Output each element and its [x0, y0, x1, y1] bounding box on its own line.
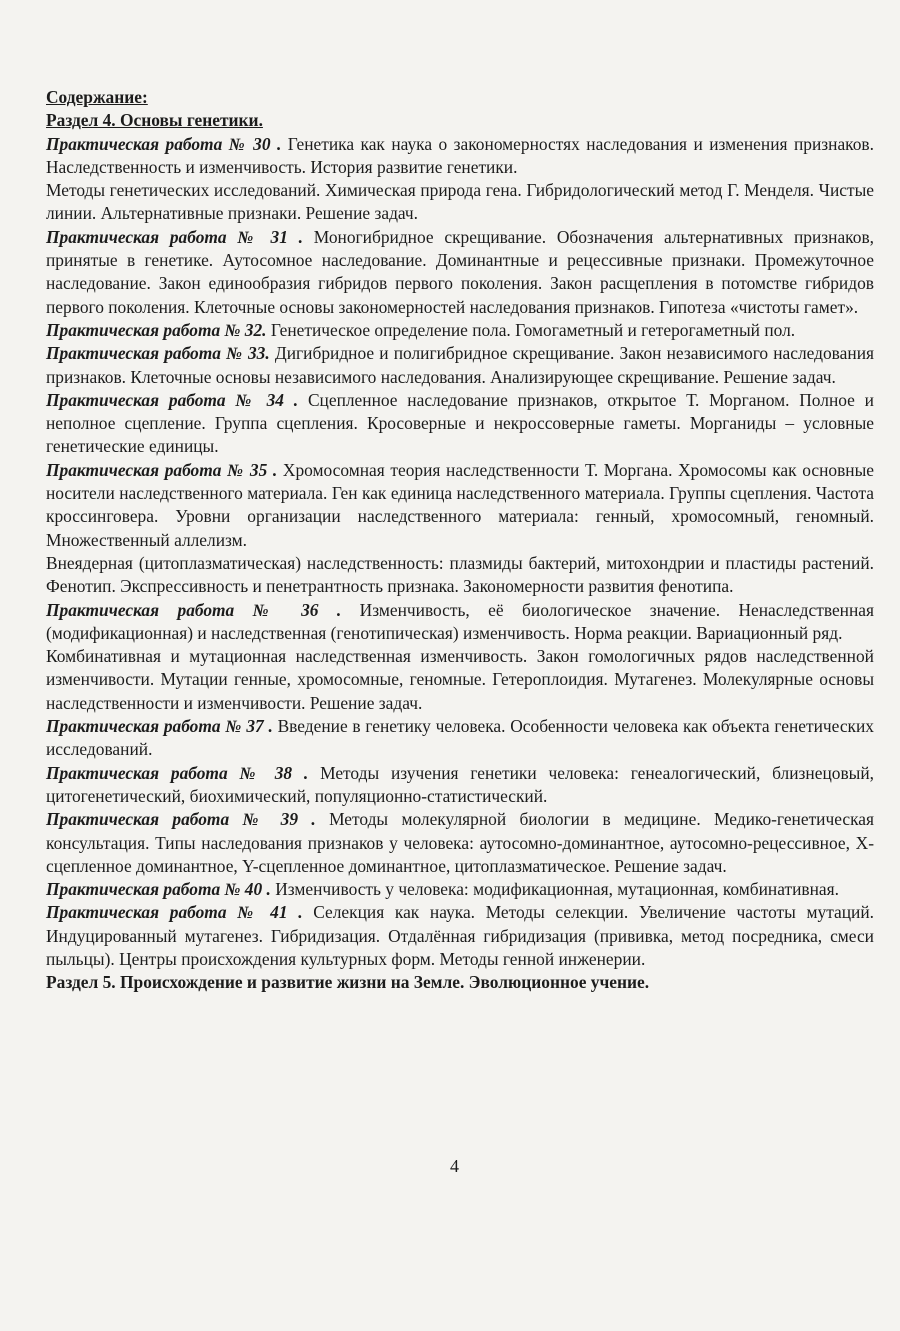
- practical-work-entry: [46, 459, 874, 552]
- practical-work-label: Практическая работа № 33.: [46, 343, 270, 364]
- practical-work-entry: [46, 133, 874, 180]
- practical-work-continuation: Комбинативная и мутационная наследственная изменчивость. Закон гомологичных рядов наследственной изменчивости. Мутации генные, хромосомные, геномные. Гетероплоидия. Мутагенез. Молекулярные основы наследственности и изменчивости. Решение задач.: [46, 646, 874, 713]
- practical-work-text: Методы молекулярной биологии в медицине. Медико-генетическая консультация. Типы наследования признаков у человека: аутосомно-доминантное, аутосомно-рецессивное, Х-сцепленное доминантное, Y-сцепленное доминантное, цитоплазматическое. Решение задач.: [46, 809, 874, 876]
- practical-work-label: Практическая работа № 31 .: [46, 226, 304, 247]
- practical-work-entry: [46, 762, 874, 809]
- practical-work-label: Практическая работа № 39 .: [46, 809, 316, 830]
- section-4-heading: Раздел 4. Основы генетики.: [46, 110, 263, 131]
- practical-work-label: Практическая работа № 38 .: [46, 762, 309, 783]
- practical-work-text: Изменчивость, её биологическое значение. Ненаследственная (модификационная) и наследственная (генотипическая) изменчивость. Норма реакции. Вариационный ряд.: [46, 599, 874, 643]
- practical-work-text: Генетика как наука о закономерностях наследования и изменения признаков. Наследственность и изменчивость. История развитие генетики.: [46, 133, 874, 177]
- practical-work-label: Практическая работа № 36 .: [46, 599, 342, 620]
- practical-work-text: Изменчивость у человека: модификационная, мутационная, комбинативная.: [270, 879, 839, 900]
- practical-work-entry: [46, 878, 874, 901]
- practical-work-entry: [46, 342, 874, 389]
- practical-work-entry: [46, 599, 874, 646]
- practical-work-entry: [46, 808, 874, 878]
- practical-work-continuation: Внеядерная (цитоплазматическая) наследственность: плазмиды бактерий, митохондрии и пластиды растений. Фенотип. Экспрессивность и пенетрантность признака. Закономерности развития фенотипа.: [46, 552, 874, 597]
- practical-work-entry: [46, 319, 874, 342]
- practical-work-entry: [46, 226, 874, 319]
- practical-work-text: Селекция как наука. Методы селекции. Увеличение частоты мутаций. Индуцированный мутагенез. Гибридизация. Отдалённая гибридизация (прививка, метод посредника, смеси пыльцы). Центры происхождения культурных форм. Методы генной инженерии.: [46, 902, 875, 969]
- practical-work-text: Генетическое определение пола. Гомогаметный и гетерогаметный пол.: [266, 319, 796, 340]
- practical-work-text: Методы изучения генетики человека: генеалогический, близнецовый, цитогенетический, биохимический, популяционно-статистический.: [46, 762, 874, 806]
- entries-list: [46, 133, 874, 972]
- section-5-heading: Раздел 5. Происхождение и развитие жизни на Земле. Эволюционное учение.: [46, 972, 650, 993]
- practical-work-text: Сцепленное наследование признаков, открытое Т. Морганом. Полное и неполное сцепление. Группа сцепления. Кросоверные и некроссоверные гаметы. Морганиды – условные генетические единицы.: [46, 389, 874, 457]
- practical-work-label: Практическая работа № 32.: [46, 319, 267, 340]
- practical-work-label: Практическая работа № 40 .: [46, 879, 271, 900]
- practical-work-text: Хромосомная теория наследственности Т. Моргана. Хромосомы как основные носители наследственного материала. Ген как единица наследственного материала. Группы сцепления. Частота кроссинговера. Уровни организации наследственного материала: генный, хромосомный, геномный. Множественный аллелизм.: [46, 459, 874, 550]
- contents-body: [46, 86, 874, 995]
- practical-work-label: Практическая работа № 37 .: [46, 716, 273, 737]
- practical-work-text: Моногибридное скрещивание. Обозначения альтернативных признаков, принятые в генетике. Аутосомное наследование. Доминантные и рецессивные признаки. Промежуточное наследование. Закон единообразия гибридов первого поколения. Закон расщепления в потомстве гибридов первого поколения. Клеточные основы закономерностей наследования признаков. Гипотеза «чистоты гамет».: [46, 226, 874, 317]
- practical-work-continuation: Методы генетических исследований. Химическая природа гена. Гибридологический метод Г. Менделя. Чистые линии. Альтернативные признаки. Решение задач.: [46, 180, 874, 224]
- practical-work-entry: [46, 389, 874, 459]
- practical-work-label: Практическая работа № 34 .: [46, 389, 299, 410]
- practical-work-label: Практическая работа № 41 .: [46, 902, 303, 923]
- practical-work-text: Дигибридное и полигибридное скрещивание. Закон независимого наследования признаков. Клеточные основы независимого наследования. Анализирующее скрещивание. Решение задач.: [46, 343, 874, 387]
- practical-work-text: Введение в генетику человека. Особенности человека как объекта генетических исследований.: [46, 716, 874, 760]
- practical-work-label: Практическая работа № 30 .: [46, 133, 282, 154]
- practical-work-entry: [46, 715, 874, 762]
- practical-work-entry: [46, 901, 874, 971]
- page-number: 4: [450, 1156, 459, 1176]
- practical-work-label: Практическая работа № 35 .: [46, 459, 278, 480]
- contents-title: Содержание:: [46, 87, 148, 107]
